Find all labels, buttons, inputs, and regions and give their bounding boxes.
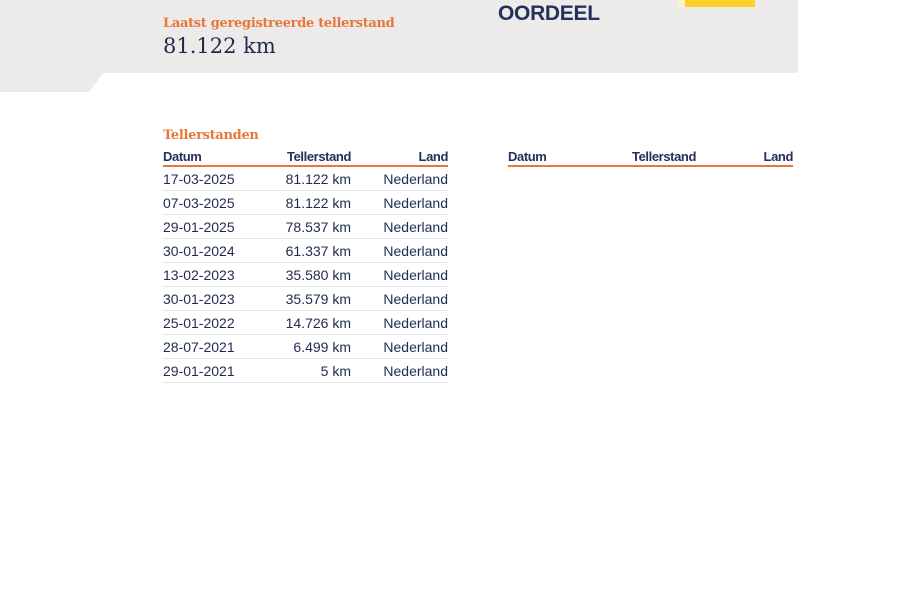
- table-row: [163, 335, 448, 359]
- reading-date: 30-01-2023: [163, 287, 263, 311]
- table-row: [163, 287, 448, 311]
- reading-date: 29-01-2025: [163, 215, 263, 239]
- verdict-heading: [498, 0, 600, 26]
- reading-value: 14.726 km: [263, 311, 351, 335]
- table-row: [163, 166, 448, 191]
- verdict-badge: [677, 0, 755, 7]
- reading-value: 81.122 km: [263, 166, 351, 191]
- reading-date: 07-03-2025: [163, 191, 263, 215]
- reading-date: 28-07-2021: [163, 335, 263, 359]
- table-row: [163, 215, 448, 239]
- column-header-date: Datum: [163, 149, 263, 166]
- reading-country: Nederland: [351, 311, 448, 335]
- reading-country: Nederland: [351, 287, 448, 311]
- summary-panel: [0, 0, 798, 92]
- reading-value: 35.580 km: [263, 263, 351, 287]
- reading-date: 25-01-2022: [163, 311, 263, 335]
- reading-country: Nederland: [351, 359, 448, 383]
- readings-table-right: [508, 149, 793, 167]
- reading-country: Nederland: [351, 191, 448, 215]
- table-row: [163, 359, 448, 383]
- reading-country: Nederland: [351, 335, 448, 359]
- column-header-country: Land: [351, 149, 448, 166]
- table-row: [163, 311, 448, 335]
- reading-date: 13-02-2023: [163, 263, 263, 287]
- readings-section-title: Tellerstanden: [163, 128, 259, 143]
- reading-date: 29-01-2021: [163, 359, 263, 383]
- table-header-row: [508, 149, 793, 166]
- table-row: [163, 191, 448, 215]
- column-header-date: Datum: [508, 149, 608, 166]
- last-reading-value: 81.122 km: [163, 34, 276, 58]
- reading-value: 5 km: [263, 359, 351, 383]
- reading-value: 61.337 km: [263, 239, 351, 263]
- column-header-country: Land: [696, 149, 793, 166]
- reading-date: 17-03-2025: [163, 166, 263, 191]
- last-reading-label: Laatst geregistreerde tellerstand: [163, 16, 395, 31]
- reading-country: Nederland: [351, 239, 448, 263]
- column-header-reading: Tellerstand: [263, 149, 351, 166]
- reading-country: Nederland: [351, 215, 448, 239]
- table-row: [163, 263, 448, 287]
- verdict-line-1: [498, 0, 592, 2]
- reading-value: 78.537 km: [263, 215, 351, 239]
- reading-value: 6.499 km: [263, 335, 351, 359]
- reading-value: 81.122 km: [263, 191, 351, 215]
- column-header-reading: Tellerstand: [608, 149, 696, 166]
- reading-date: 30-01-2024: [163, 239, 263, 263]
- reading-value: 35.579 km: [263, 287, 351, 311]
- table-header-row: [163, 149, 448, 166]
- readings-table-left: [163, 149, 448, 383]
- verdict-line-2: OORDEEL: [498, 2, 600, 25]
- table-row: [163, 239, 448, 263]
- reading-country: Nederland: [351, 166, 448, 191]
- reading-country: Nederland: [351, 263, 448, 287]
